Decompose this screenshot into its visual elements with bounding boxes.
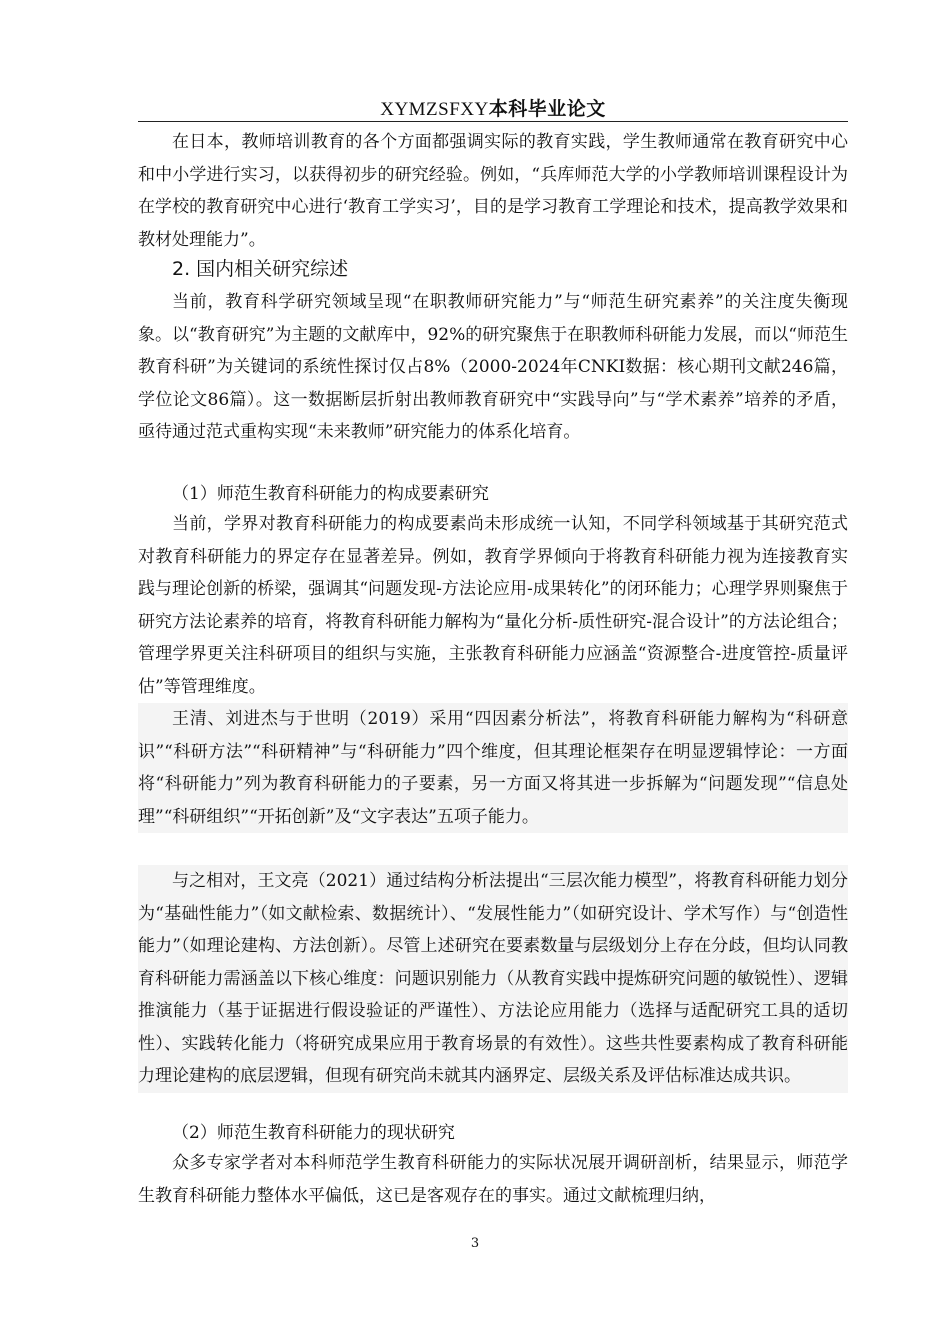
- paragraph-elements-2: 王清、刘进杰与于世明（2019）采用“四因素分析法”，将教育科研能力解构为“科研意识”“科研方法”“科研精神”与“科研能力”四个维度，但其理论框架存在明显逻辑悖论：一方面将“科研能力”列为教育科研能力的子要素，另一方面又将其进一步拆解为“问题发现”“信息处理”“科研组织”“开拓创新”及“文字表达”五项子能力。: [138, 703, 848, 833]
- paragraph-domestic-intro: 当前，教育科学研究领域呈现“在职教师研究能力”与“师范生研究素养”的关注度失衡现象。以“教育研究”为主题的文献库中，92%的研究聚焦于在职教师科研能力发展，而以“师范生教育科研”为关键词的系统性探讨仅占8%（2000-2024年CNKI数据：核心期刊文献246篇，学位论文86篇）。这一数据断层折射出教师教育研究中“实践导向”与“学术素养”培养的矛盾，亟待通过范式重构实现“未来教师”研究能力的体系化培育。: [138, 292, 848, 442]
- paragraph-elements-3: 与之相对，王文亮（2021）通过结构分析法提出“三层次能力模型”，将教育科研能力划分为“基础性能力”（如文献检索、数据统计）、“发展性能力”（如研究设计、学术写作）与“创造性能力”（如理论建构、方法创新）。尽管上述研究在要素数量与层级划分上存在分歧，但均认同教育科研能力需涵盖以下核心维度：问题识别能力（从教育实践中提炼研究问题的敏锐性）、逻辑推演能力（基于证据进行假设验证的严谨性）、方法论应用能力（选择与适配研究工具的适切性）、实践转化能力（将研究成果应用于教育场景的有效性）。这些共性要素构成了教育科研能力理论建构的底层逻辑，但现有研究尚未就其内涵界定、层级关系及评估标准达成共识。: [138, 865, 848, 1093]
- subheading-status: （2）师范生教育科研能力的现状研究: [172, 1123, 455, 1143]
- header-latin: XYMZSFXY: [380, 99, 489, 120]
- page-header: [138, 94, 848, 121]
- subheading-elements: （1）师范生教育科研能力的构成要素研究: [172, 484, 489, 504]
- paragraph-elements-1: 当前，学界对教育科研能力的构成要素尚未形成统一认知，不同学科领域基于其研究范式对教育科研能力的界定存在显著差异。例如，教育学界倾向于将教育科研能力视为连接教育实践与理论创新的桥梁，强调其“问题发现-方法论应用-成果转化”的闭环能力；心理学界则聚焦于研究方法论素养的培育，将教育科研能力解构为“量化分析-质性研究-混合设计”的方法论组合；管理学界更关注科研项目的组织与实施，主张教育科研能力应涵盖“资源整合-进度管控-质量评估”等管理维度。: [138, 514, 848, 697]
- page-number: 3: [470, 1236, 480, 1251]
- paragraph-japan: 在日本，教师培训教育的各个方面都强调实际的教育实践，学生教师通常在教育研究中心和中小学进行实习，以获得初步的研究经验。例如，“兵库师范大学的小学教师培训课程设计为在学校的教育研究中心进行‘教育工学实习’，目的是学习教育工学理论和技术，提高教学效果和教材处理能力”。: [138, 132, 848, 250]
- paragraph-status-1: 众多专家学者对本科师范学生教育科研能力的实际状况展开调研剖析，结果显示，师范学生教育科研能力整体水平偏低，这已是客观存在的事实。通过文献梳理归纳，: [138, 1153, 848, 1206]
- header-title: 本科毕业论文: [488, 98, 606, 120]
- section-heading: 2. 国内相关研究综述: [172, 258, 349, 280]
- header-divider: [138, 121, 848, 122]
